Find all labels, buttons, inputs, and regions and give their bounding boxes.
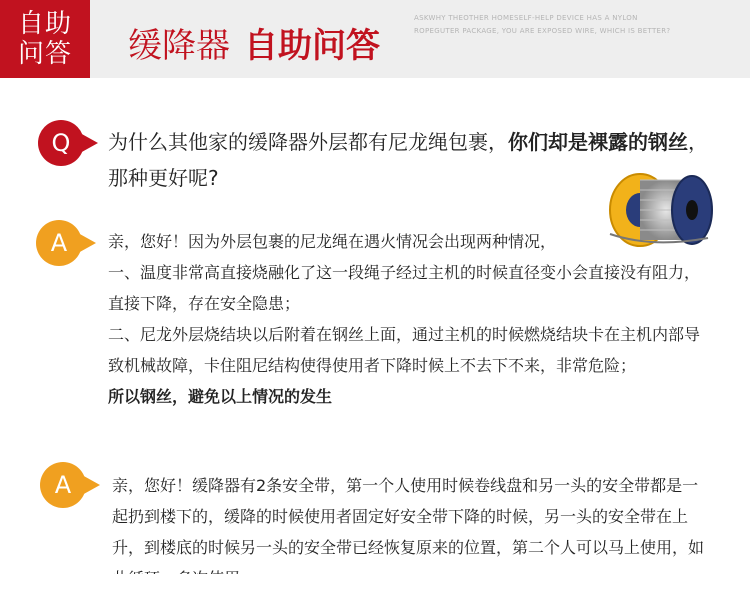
bottom-crop-mask: [0, 574, 750, 596]
header-badge: [0, 0, 90, 78]
answer-1-line: 二、尼龙外层烧结块以后附着在钢丝上面，通过主机的时候燃烧结块卡在主机内部导致机械故障，卡住阻尼结构使得使用者下降时候上不去下不来，非常危险；: [108, 325, 701, 375]
answer-marker-icon: A: [40, 462, 86, 508]
answer-1-line: 亲，您好！因为外层包裹的尼龙绳在遇火情况会出现两种情况，: [108, 232, 557, 251]
answer-marker-icon: A: [36, 220, 82, 266]
question-marker-icon: Q: [38, 120, 84, 166]
page-title: [128, 18, 380, 67]
header-banner: [0, 0, 750, 78]
page-title-section: 自助问答: [244, 26, 380, 66]
page-title-product: 缓降器: [128, 26, 230, 66]
badge-line-1: 自助: [17, 9, 72, 39]
answer-1: [108, 226, 704, 412]
answer-2-text: 亲，您好！缓降器有2条安全带，第一个人使用时候卷线盘和另一头的安全带都是一起扔到楼下的，缓降的时候使用者固定好安全带下降的时候，另一头的安全带在上升，到楼底的时候另一头的安全带已经恢复原来的位置，第二个人可以马上使用，如: [112, 476, 705, 557]
question-text-bold: 你们却是裸露的钢丝: [508, 130, 688, 154]
question-text-end: ，那种更好呢?: [108, 130, 708, 190]
answer-1-conclusion: 所以钢丝，避免以上情况的发生: [108, 387, 333, 406]
question-text-normal: 为什么其他家的缓降器外层都有尼龙绳包裹，: [108, 130, 508, 154]
answer-1-line: 一、温度非常高直接烧融化了这一段绳子经过主机的时候直径变小会直接没有阻力，直接下降，存在安全隐患；: [108, 263, 701, 313]
header-english-text: ASKWHY THEOTHER HOMESELF-HELP DEVICE HAS A NYLON ROPEGUTER PACKAGE, YOU ARE EXPOSED WIRE, WHICH IS BETTER?: [414, 14, 671, 35]
badge-line-2: 问答: [17, 39, 72, 69]
